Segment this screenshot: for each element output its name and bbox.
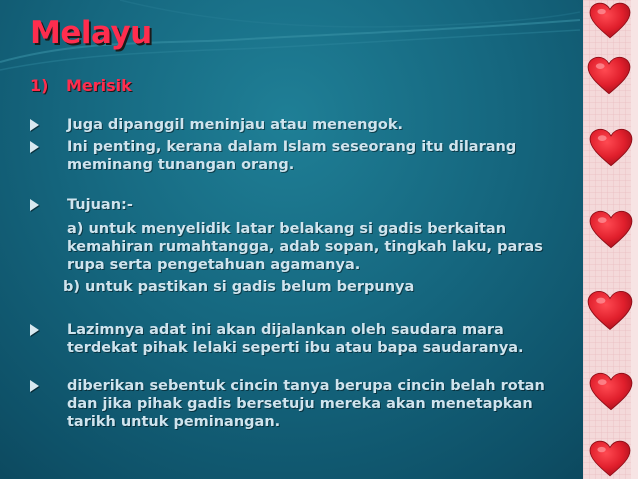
bullet-line: Ini penting, kerana dalam Islam seseorang itu dilarang	[67, 139, 517, 155]
arrow-bullet-icon	[30, 199, 39, 211]
heart-border	[583, 0, 638, 479]
bullet-line: Tujuan:-	[67, 197, 133, 213]
tujuan-item-a: rupa serta pengetahuan agamanya.	[67, 257, 361, 273]
heart-border-art	[583, 0, 638, 479]
subheading	[30, 78, 132, 94]
bullet-line: diberikan sebentuk cincin tanya berupa cincin belah rotan	[67, 378, 545, 394]
bullet-line: Lazimnya adat ini akan dijalankan oleh saudara mara	[67, 322, 504, 338]
bullet-line: Juga dipanggil meninjau atau menengok.	[67, 117, 403, 133]
arrow-bullet-icon	[30, 380, 39, 392]
arrow-bullet-icon	[30, 141, 39, 153]
bullet-line: terdekat pihak lelaki seperti ibu atau bapa saudaranya.	[67, 340, 524, 356]
subheading-label: Merisik	[66, 76, 132, 95]
subheading-number: 1)	[30, 76, 49, 95]
tujuan-item-b: b) untuk pastikan si gadis belum berpunya	[63, 279, 415, 295]
bullet-line: meminang tunangan orang.	[67, 157, 295, 173]
tujuan-item-a: kemahiran rumahtangga, adab sopan, tingkah laku, paras	[67, 239, 543, 255]
bullet-line: tarikh untuk peminangan.	[67, 414, 281, 430]
arrow-bullet-icon	[30, 119, 39, 131]
slide-title: Melayu	[30, 15, 152, 51]
tujuan-item-a: a) untuk menyelidik latar belakang si gadis berkaitan	[67, 221, 507, 237]
bullet-line: dan jika pihak gadis bersetuju mereka akan menetapkan	[67, 396, 533, 412]
arrow-bullet-icon	[30, 324, 39, 336]
